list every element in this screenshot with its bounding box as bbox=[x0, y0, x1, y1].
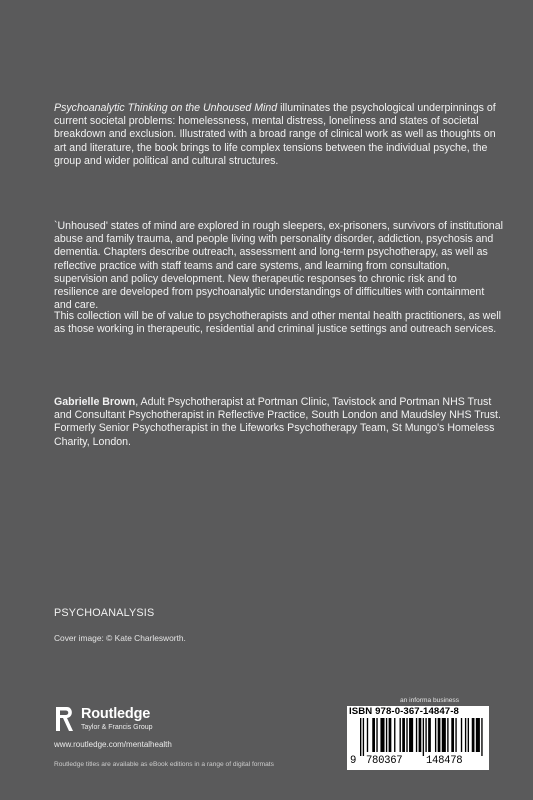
barcode-bar bbox=[409, 718, 413, 752]
description-paragraph-1 bbox=[54, 102, 504, 168]
barcode-bar bbox=[447, 718, 448, 752]
barcode-bar bbox=[380, 718, 384, 752]
barcode-bar bbox=[481, 718, 482, 756]
barcode-bar bbox=[419, 718, 422, 752]
barcode-bar bbox=[372, 718, 375, 752]
publisher-group: Taylor & Francis Group bbox=[81, 724, 153, 731]
barcode-bar bbox=[402, 718, 405, 752]
barcode-first-digit: 9 bbox=[350, 755, 357, 767]
barcode-right-group: 148478 bbox=[426, 755, 463, 767]
barcode-bar bbox=[428, 718, 431, 752]
barcode-bars bbox=[360, 718, 484, 756]
isbn-label: ISBN 978-0-367-14847-8 bbox=[349, 706, 459, 717]
barcode-bar bbox=[455, 718, 456, 752]
barcode-bar bbox=[465, 718, 466, 752]
barcode-bar bbox=[376, 718, 377, 752]
description-paragraph-1-text: illuminates the psychological underpinnings of current societal problems: homelessness, mental distress, loneliness and states of societal breakdown and exclusion. Illustrated with a broad range of clinical work as well as thoughts on art and literature, the book brings to life complex tensions between the individual psyche, the group and wider political and cultural structures. bbox=[54, 102, 496, 167]
publisher-name: Routledge bbox=[81, 706, 151, 722]
cover-image-credit: Cover image: © Kate Charlesworth. bbox=[54, 633, 186, 643]
author-name: Gabrielle Brown bbox=[54, 396, 136, 408]
barcode-bar bbox=[363, 718, 364, 756]
barcode-bar bbox=[472, 718, 475, 752]
barcode-bar bbox=[416, 718, 417, 752]
barcode-bar bbox=[360, 718, 361, 756]
barcode-bar bbox=[435, 718, 436, 752]
barcode-bar bbox=[425, 718, 426, 752]
book-title-inline: Psychoanalytic Thinking on the Unhoused Mind bbox=[54, 102, 278, 114]
ebook-availability-note: Routledge titles are available as eBook editions in a range of digital formats bbox=[54, 761, 274, 768]
barcode-left-group: 780367 bbox=[366, 755, 403, 767]
barcode-bar bbox=[438, 718, 441, 752]
subject-category: PSYCHOANALYSIS bbox=[54, 607, 155, 619]
barcode-bar bbox=[442, 718, 446, 752]
barcode-bar bbox=[451, 718, 454, 752]
barcode-bar bbox=[406, 718, 407, 752]
barcode-bar bbox=[476, 718, 480, 752]
isbn-barcode bbox=[347, 706, 489, 770]
barcode-bar bbox=[386, 718, 387, 752]
publisher-logo bbox=[54, 704, 254, 740]
parent-company: an informa business bbox=[400, 697, 460, 704]
barcode-bar bbox=[389, 718, 392, 752]
barcode-bar bbox=[461, 718, 462, 752]
routledge-r-logo-icon bbox=[54, 705, 76, 733]
author-bio-text: , Adult Psychotherapist at Portman Clinic, Tavistock and Portman NHS Trust and Consultant Psychotherapist in Reflective Practice, South London and Maudsley NHS Trust. Formerly Senior Psychotherapist in the Lifeworks Psychotherapy Team, St Mungo's Homeless Charity, London. bbox=[54, 396, 501, 448]
description-paragraph-2: `Unhoused' states of mind are explored in rough sleepers, ex-prisoners, survivors of institutional abuse and family trauma, and people living with personality disorder, addiction, psychosis and dementia. Chapters describe outreach, assessment and long-term psychotherapy, as well as reflective practice with staff teams and care systems, and learning from consultation, supervision and policy development. New therapeutic responses to chronic risk and to resilience are developed from psychoanalytic understandings of difficulties with containment and care. bbox=[54, 220, 503, 312]
author-bio bbox=[54, 396, 504, 449]
barcode-bar bbox=[394, 718, 395, 752]
barcode-bar bbox=[400, 718, 401, 752]
barcode-bar bbox=[367, 718, 368, 752]
publisher-website: www.routledge.com/mentalhealth bbox=[54, 740, 172, 749]
barcode-bar bbox=[468, 718, 469, 752]
barcode-bar bbox=[423, 718, 424, 756]
description-paragraph-3: This collection will be of value to psychotherapists and other mental health practitioners, as well as those working in therapeutic, residential and criminal justice settings and outreach services. bbox=[54, 310, 501, 336]
